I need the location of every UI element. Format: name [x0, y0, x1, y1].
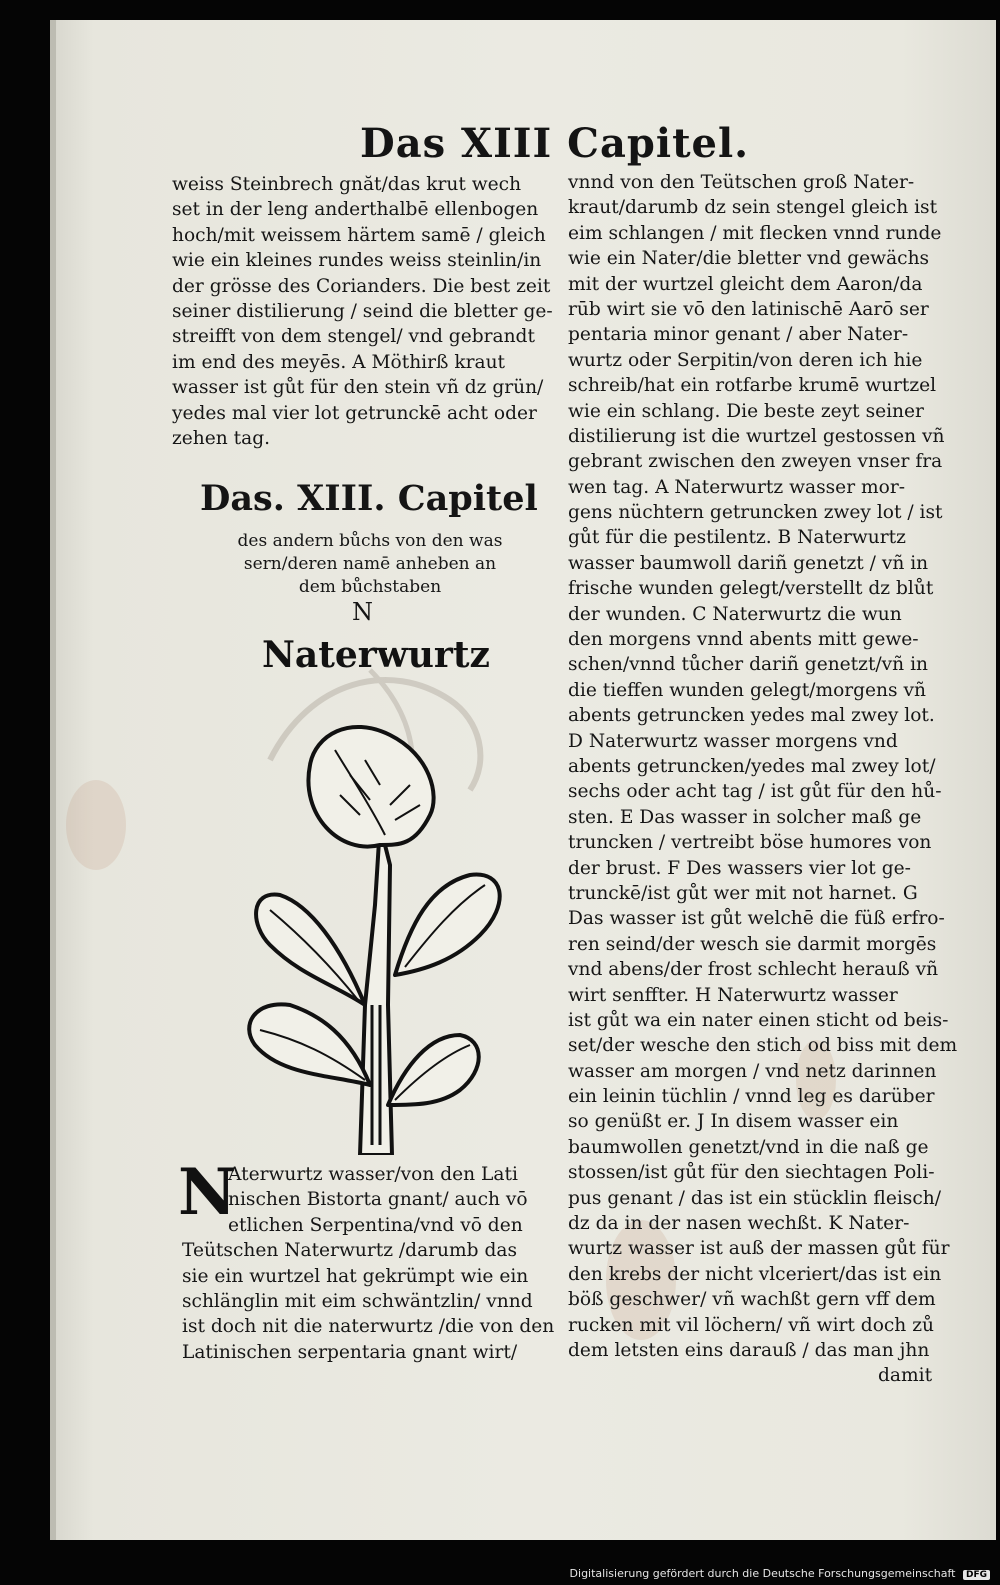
text-line: frische wunden gelegt/verstellt dz blůt: [568, 578, 934, 600]
text-line: sten. E Das wasser in solcher maß ge: [568, 806, 922, 828]
text-line: baumwollen genetzt/vnd in die naß ge: [568, 1136, 929, 1158]
text-line: ist doch nit die naterwurtz /die von den: [182, 1316, 555, 1338]
text-line: streifft von dem stengel/ vnd gebrandt: [172, 326, 535, 348]
subtitle-line: sern/deren namē anheben an: [243, 554, 497, 574]
text-line: sie ein wurtzel hat gekrümpt wie ein: [182, 1265, 529, 1287]
text-line: sechs oder acht tag / ist gůt für den hů-: [568, 781, 942, 803]
text-line: nischen Bistorta gnant/ auch vō: [228, 1189, 528, 1211]
text-line: zehen tag.: [172, 427, 271, 449]
text-line: stossen/ist gůt für den siechtagen Poli-: [568, 1162, 935, 1184]
text-line: der brust. F Des wassers vier lot ge-: [568, 857, 911, 879]
text-line: set/der wesche den stich od biss mit dem: [568, 1035, 958, 1057]
digitization-footer: [570, 1567, 990, 1580]
text-line: wurtz wasser ist auß der massen gůt für: [568, 1238, 950, 1260]
text-line: distilierung ist die wurtzel gestossen vñ: [568, 425, 945, 447]
chapter-heading: Das. XIII. Capitel: [200, 478, 538, 519]
text-line: der grösse des Corianders. Die best zeit: [172, 275, 551, 297]
text-line: böß geschwer/ vñ wachßt gern vff dem: [568, 1289, 936, 1311]
text-line: abents getruncken/yedes mal zwey lot/: [568, 755, 936, 777]
subtitle-line: des andern bůchs von den was: [237, 531, 503, 551]
text-line: gůt für die pestilentz. B Naterwurtz: [568, 527, 906, 549]
left-column-top: [172, 172, 553, 451]
plant-woodcut-illustration: [230, 705, 520, 1155]
text-line: wirt senffter. H Naterwurtz wasser: [568, 984, 898, 1006]
text-line: den morgens vnnd abents mitt gewe-: [568, 629, 919, 651]
text-line: ist gůt wa ein nater einen sticht od beis-: [568, 1009, 949, 1031]
text-line: Das wasser ist gůt welchē die füß erfro-: [568, 908, 945, 930]
text-line: der wunden. C Naterwurtz die wun: [568, 603, 902, 625]
text-line: abents getruncken yedes mal zwey lot.: [568, 705, 935, 727]
stain-mark: [66, 780, 126, 870]
initial-letter: N: [178, 1155, 237, 1230]
text-line: wasser ist gůt für den stein vñ dz grün/: [172, 377, 544, 399]
text-line: Latinischen serpentaria gnant wirt/: [182, 1341, 518, 1363]
text-line: ein leinin tüchlin / vnnd leg es darüber: [568, 1086, 935, 1108]
chapter-letter: N: [352, 598, 373, 626]
right-column: [568, 170, 957, 1389]
text-line: wasser am morgen / vnd netz darinnen: [568, 1060, 937, 1082]
text-line: D Naterwurtz wasser morgens vnd: [568, 730, 898, 752]
footer-text: Digitalisierung gefördert durch die Deutsche Forschungsgemeinschaft: [569, 1567, 956, 1580]
text-line: yedes mal vier lot getrunckē acht oder: [172, 402, 537, 424]
text-line: etlichen Serpentina/vnd vō den: [228, 1214, 523, 1236]
subtitle-line: dem bůchstaben: [298, 577, 442, 597]
text-line: pentaria minor genant / aber Nater-: [568, 324, 909, 346]
text-line: Aterwurtz wasser/von den Lati: [228, 1164, 518, 1185]
catchword: damit: [878, 1365, 933, 1387]
text-line: mit der wurtzel gleicht dem Aaron/da: [568, 273, 923, 295]
text-line: Teütschen Naterwurtz /darumb das: [182, 1240, 517, 1262]
text-line: die tieffen wunden gelegt/morgens vñ: [568, 679, 926, 701]
text-line: rucken mit vil löchern/ vñ wirt doch zů: [568, 1314, 934, 1336]
text-line: kraut/darumb dz sein stengel gleich ist: [568, 197, 938, 219]
text-line: weiss Steinbrech gnăt/das krut wech: [172, 174, 522, 195]
text-line: ren seind/der wesch sie darmit morgēs: [568, 933, 937, 955]
text-line: dz da in der nasen wechßt. K Nater-: [568, 1213, 910, 1235]
text-line: hoch/mit weissem härtem samē / gleich: [172, 224, 546, 246]
text-line: gens nüchtern getruncken zwey lot / ist: [568, 502, 943, 524]
text-line: truncken / vertreibt böse humores von: [568, 832, 932, 854]
page-title: Das XIII Capitel.: [360, 120, 750, 167]
text-line: schen/vnnd tůcher dariñ genetzt/vñ in: [568, 654, 928, 676]
left-column-bottom: [182, 1162, 554, 1365]
text-line: schlänglin mit eim schwäntzlin/ vnnd: [182, 1290, 533, 1312]
text-line: wasser baumwoll dariñ genetzt / vñ in: [568, 552, 929, 574]
text-line: gebrant zwischen den zweyen vnser fra: [568, 451, 943, 473]
text-line: wie ein kleines rundes weiss steinlin/in: [172, 250, 542, 272]
text-line: wie ein Nater/die bletter vnd gewächs: [568, 248, 930, 270]
chapter-subtitle: [200, 530, 540, 599]
text-line: wurtz oder Serpitin/von deren ich hie: [568, 349, 923, 371]
text-line: pus genant / das ist ein stücklin fleisch/: [568, 1187, 941, 1209]
text-line: vnd abens/der frost schlecht herauß vñ: [568, 959, 939, 981]
text-line: rūb wirt sie vō den latinischē Aarō ser: [568, 298, 929, 320]
text-line: set in der leng anderthalbē ellenbogen: [172, 199, 539, 221]
dfg-logo: DFG: [963, 1570, 990, 1580]
text-line: wen tag. A Naterwurtz wasser mor-: [568, 476, 905, 498]
text-line: wie ein schlang. Die beste zeyt seiner: [568, 400, 924, 422]
text-line: seiner distilierung / seind die bletter ge-: [172, 300, 553, 322]
plant-name: Naterwurtz: [262, 634, 490, 676]
text-line: schreib/hat ein rotfarbe krumē wurtzel: [568, 375, 937, 397]
text-line: trunckē/ist gůt wer mit not harnet. G: [568, 882, 918, 904]
text-line: den krebs der nicht vlceriert/das ist ein: [568, 1263, 942, 1285]
text-line: im end des meyēs. A Möthirß kraut: [172, 351, 506, 373]
text-line: vnnd von den Teütschen groß Nater-: [568, 172, 915, 193]
text-line: dem letsten eins darauß / das man jhn: [568, 1339, 930, 1361]
text-line: so genüßt er. J In disem wasser ein: [568, 1111, 899, 1133]
text-line: eim schlangen / mit flecken vnnd runde: [568, 222, 942, 244]
